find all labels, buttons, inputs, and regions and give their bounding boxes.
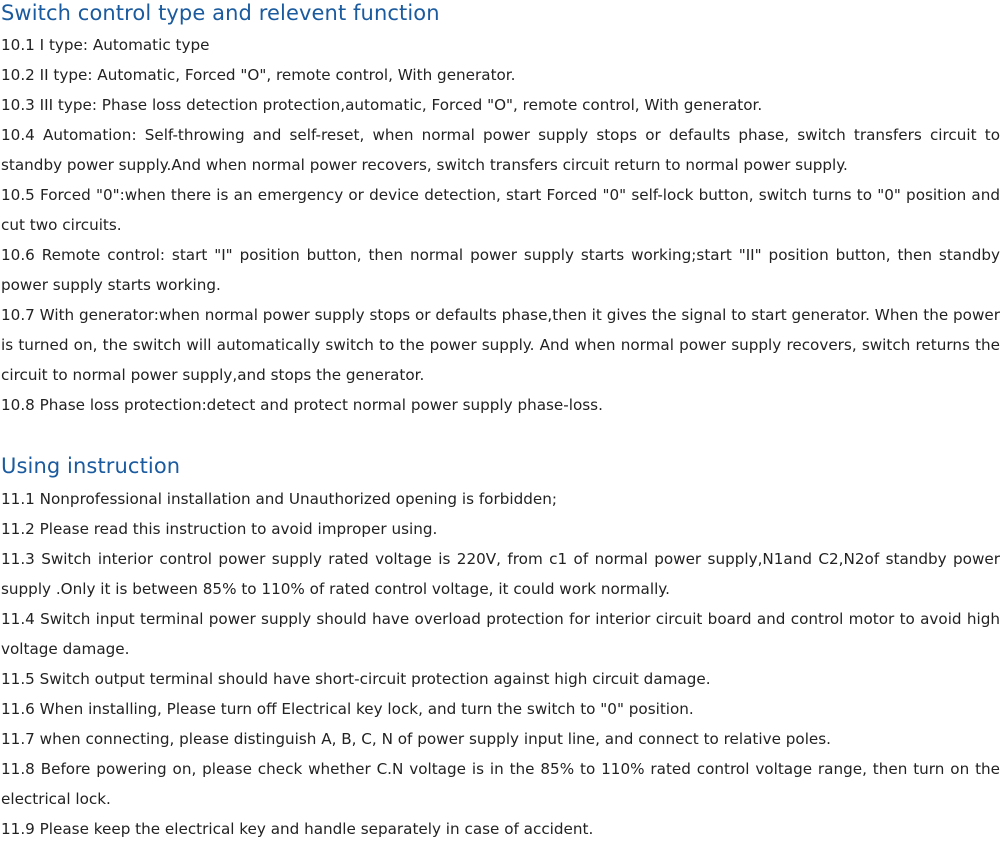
list-item-10-4: 10.4 Automation: Self-throwing and self-reset, when normal power supply stops or defaults phase, switch transfers circuit to standby power supply.And when normal power recovers, switch transfers circuit return to normal power supply. bbox=[1, 126, 1000, 174]
list-item-10-6: 10.6 Remote control: start "I" position button, then normal power supply starts working;start "II" position button, then standby power supply starts working. bbox=[1, 246, 1000, 294]
item-list bbox=[1, 484, 1000, 844]
list-item-10-3: 10.3 III type: Phase loss detection protection,automatic, Forced "O", remote control, With generator. bbox=[1, 96, 763, 114]
list-item-11-6: 11.6 When installing, Please turn off Electrical key lock, and turn the switch to "0" position. bbox=[1, 700, 694, 718]
list-item-10-7: 10.7 With generator:when normal power supply stops or defaults phase,then it gives the signal to start generator. When the power is turned on, the switch will automatically switch to the power supply. And when normal power supply recovers, switch returns the circuit to normal power supply,and stops the generator. bbox=[1, 306, 1000, 384]
list-item-11-4: 11.4 Switch input terminal power supply should have overload protection for interior circuit board and control motor to avoid high voltage damage. bbox=[1, 610, 1000, 658]
list-item-11-7: 11.7 when connecting, please distinguish A, B, C, N of power supply input line, and connect to relative poles. bbox=[1, 730, 832, 748]
list-item-11-2: 11.2 Please read this instruction to avoid improper using. bbox=[1, 520, 438, 538]
list-item-11-5: 11.5 Switch output terminal should have short-circuit protection against high circuit damage. bbox=[1, 670, 711, 688]
section-using-instruction bbox=[1, 453, 1000, 844]
list-item-10-2: 10.2 II type: Automatic, Forced "O", remote control, With generator. bbox=[1, 66, 516, 84]
list-item-10-1: 10.1 I type: Automatic type bbox=[1, 36, 210, 54]
item-list bbox=[1, 30, 1000, 420]
list-item-11-8: 11.8 Before powering on, please check whether C.N voltage is in the 85% to 110% rated control voltage range, then turn on the electrical lock. bbox=[1, 760, 1000, 808]
list-item-11-1: 11.1 Nonprofessional installation and Unauthorized opening is forbidden; bbox=[1, 490, 557, 508]
list-item-10-5: 10.5 Forced "0":when there is an emergency or device detection, start Forced "0" self-lock button, switch turns to "0" position and cut two circuits. bbox=[1, 186, 1000, 234]
list-item-10-8: 10.8 Phase loss protection:detect and protect normal power supply phase-loss. bbox=[1, 396, 603, 414]
list-item-11-3: 11.3 Switch interior control power supply rated voltage is 220V, from c1 of normal power supply,N1and C2,N2of standby power supply .Only it is between 85% to 110% of rated control voltage, it could work normally. bbox=[1, 550, 1000, 598]
section-title: Switch control type and relevent function bbox=[1, 1, 440, 25]
list-item-11-9: 11.9 Please keep the electrical key and handle separately in case of accident. bbox=[1, 820, 594, 838]
section-switch-control bbox=[1, 0, 1000, 420]
section-title: Using instruction bbox=[1, 454, 181, 478]
